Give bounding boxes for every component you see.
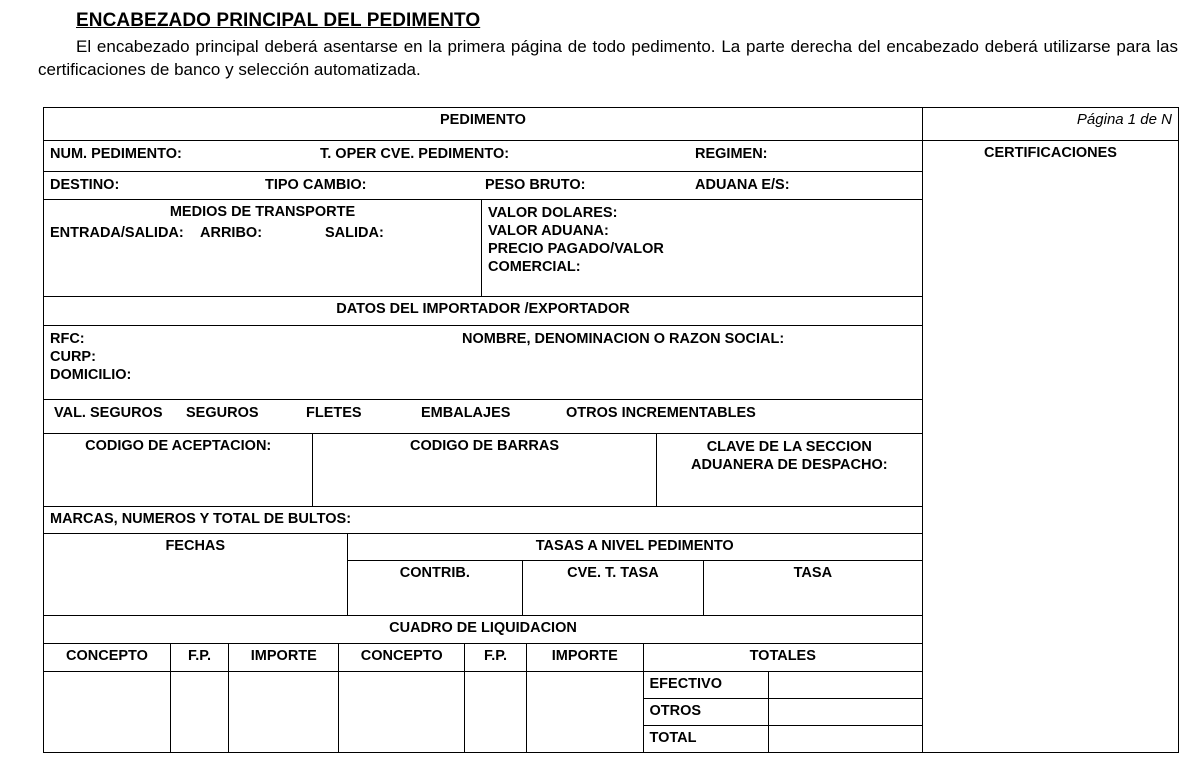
cell-pagina: [923, 108, 1179, 141]
intro-paragraph: El encabezado principal deberá asentarse en la primera página de todo pedimento. La parte derecha del encabezado deberá utilizarse para las certificaciones de banco y selección automatizada.: [38, 37, 1178, 79]
importe-2-label: IMPORTE: [551, 648, 618, 665]
cell-codigos: [44, 433, 923, 506]
cell-totales-total-label: [643, 725, 768, 752]
table-row-identificacion: [44, 141, 1179, 172]
col-header-fp-2: [464, 644, 526, 671]
cell-concepto-1-value[interactable]: [44, 671, 170, 752]
clave-seccion-stack: [657, 434, 922, 477]
cell-cve-t-tasa: [523, 561, 704, 616]
identificacion-labels: [44, 141, 922, 166]
cell-importe-1-value[interactable]: [229, 671, 339, 752]
fp-2-label: F.P.: [483, 648, 508, 665]
table-row-titulo: [44, 108, 1179, 141]
transporte-inner-table: [44, 200, 922, 297]
otros-incrementables-label: OTROS INCREMENTABLES: [566, 404, 756, 421]
cell-totales-efectivo-label: [643, 671, 768, 698]
cell-contrib: [347, 561, 523, 616]
fp-1-label: F.P.: [187, 648, 212, 665]
peso-bruto-label: PESO BRUTO:: [485, 177, 586, 194]
cell-fechas: [44, 534, 347, 616]
efectivo-label: EFECTIVO: [649, 675, 723, 692]
comercial-label: COMERCIAL:: [487, 258, 581, 275]
codigos-inner-table: [44, 434, 922, 506]
cell-liquidacion-title: [44, 616, 923, 644]
cell-importe-2-value[interactable]: [527, 671, 643, 752]
cell-certificaciones: [923, 141, 1179, 753]
cell-fp-1-value[interactable]: [170, 671, 228, 752]
valor-dolares-label: VALOR DOLARES:: [487, 204, 618, 221]
seguros-label: SEGUROS: [186, 404, 259, 421]
cell-identificacion: [44, 141, 923, 172]
col-header-fp-1: [170, 644, 228, 671]
importe-1-label: IMPORTE: [250, 648, 317, 665]
cell-tasas-title: [347, 534, 922, 561]
embalajes-label: EMBALAJES: [421, 404, 511, 421]
cell-totales-efectivo-value[interactable]: [768, 671, 922, 698]
cell-totales-otros-label: [643, 698, 768, 725]
tasas-nivel-pedimento-label: TASAS A NIVEL PEDIMENTO: [535, 537, 734, 554]
otros-label: OTROS: [649, 702, 702, 719]
t-oper-cve-label: T. OPER CVE. PEDIMENTO:: [320, 146, 510, 163]
valores-stack: [482, 200, 922, 279]
cell-importador-title: [44, 297, 923, 326]
cell-tasa: [703, 561, 922, 616]
pedimento-form: [43, 107, 1178, 753]
col-header-concepto-2: [339, 644, 464, 671]
cell-pedimento-title: [44, 108, 923, 141]
importador-title: DATOS DEL IMPORTADOR /EXPORTADOR: [336, 301, 630, 318]
num-pedimento-label: NUM. PEDIMENTO:: [50, 146, 182, 163]
rfc-label: RFC:: [50, 331, 85, 348]
liquidacion-inner-table: [44, 644, 922, 752]
certificaciones-label: CERTIFICACIONES: [984, 145, 1117, 162]
total-label: TOTAL: [649, 729, 697, 746]
salida-label: SALIDA:: [325, 224, 384, 241]
cell-concepto-2-value[interactable]: [339, 671, 464, 752]
nombre-razon-social-label: NOMBRE, DENOMINACION O RAZON SOCIAL:: [462, 331, 785, 348]
col-header-importe-2: [527, 644, 643, 671]
regimen-label: REGIMEN:: [695, 146, 768, 163]
precio-pagado-label: PRECIO PAGADO/VALOR: [487, 240, 664, 257]
entrada-salida-label: ENTRADA/SALIDA:: [50, 224, 184, 241]
importador-fields: [44, 326, 922, 387]
incrementables-labels: [44, 400, 922, 425]
destino-label: DESTINO:: [50, 177, 120, 194]
cell-codigo-aceptacion: [44, 434, 313, 506]
transporte-subfields: [44, 223, 481, 245]
valor-aduana-label: VALOR ADUANA:: [487, 222, 609, 239]
cell-valores: [481, 200, 922, 297]
arribo-label: ARRIBO:: [200, 224, 263, 241]
pedimento-table: [43, 107, 1179, 753]
cell-clave-seccion: [656, 434, 922, 506]
cell-fp-2-value[interactable]: [464, 671, 526, 752]
concepto-1-label: CONCEPTO: [66, 648, 148, 665]
val-seguros-label: VAL. SEGUROS: [54, 404, 163, 421]
pagina-label: Página 1 de N: [1076, 111, 1172, 128]
medios-transporte-title: MEDIOS DE TRANSPORTE: [169, 203, 356, 220]
fletes-label: FLETES: [306, 404, 362, 421]
curp-label: CURP:: [50, 349, 96, 366]
cell-totales-otros-value[interactable]: [768, 698, 922, 725]
fechas-tasas-inner-table: [44, 534, 922, 616]
fechas-label: FECHAS: [165, 537, 226, 554]
tasa-label: TASA: [793, 565, 833, 582]
col-header-concepto-1: [44, 644, 170, 671]
marcas-label: MARCAS, NUMEROS Y TOTAL DE BULTOS:: [50, 511, 352, 528]
codigo-aceptacion-label: CODIGO DE ACEPTACION:: [85, 437, 272, 454]
cell-codigo-barras: [313, 434, 656, 506]
clave-seccion-line1: CLAVE DE LA SECCION: [706, 438, 872, 455]
contrib-label: CONTRIB.: [399, 565, 470, 582]
cell-importador-datos: [44, 326, 923, 399]
concepto-2-label: CONCEPTO: [360, 648, 443, 665]
page-title: ENCABEZADO PRINCIPAL DEL PEDIMENTO: [76, 10, 481, 31]
codigo-barras-label: CODIGO DE BARRAS: [409, 437, 560, 454]
cell-incrementables: [44, 399, 923, 433]
cell-marcas: [44, 507, 923, 533]
col-header-importe-1: [229, 644, 339, 671]
intro-block: [38, 10, 1178, 81]
tipo-cambio-label: TIPO CAMBIO:: [265, 177, 367, 194]
cuadro-liquidacion-label: CUADRO DE LIQUIDACION: [389, 620, 577, 637]
cell-medios-transporte: [44, 200, 481, 297]
destino-labels: [44, 172, 922, 197]
domicilio-label: DOMICILIO:: [50, 367, 132, 384]
cell-transporte-valores: [44, 199, 923, 297]
pedimento-label: PEDIMENTO: [440, 112, 526, 128]
cell-destino: [44, 172, 923, 199]
cell-fechas-tasas: [44, 533, 923, 616]
col-header-totales: [643, 644, 922, 671]
aduana-es-label: ADUANA E/S:: [695, 177, 790, 194]
totales-label: TOTALES: [749, 648, 816, 665]
cell-liquidacion-grid: [44, 644, 923, 753]
cve-t-tasa-label: CVE. T. TASA: [567, 565, 659, 582]
clave-seccion-line2: ADUANERA DE DESPACHO:: [691, 456, 888, 473]
cell-totales-total-value[interactable]: [768, 725, 922, 752]
